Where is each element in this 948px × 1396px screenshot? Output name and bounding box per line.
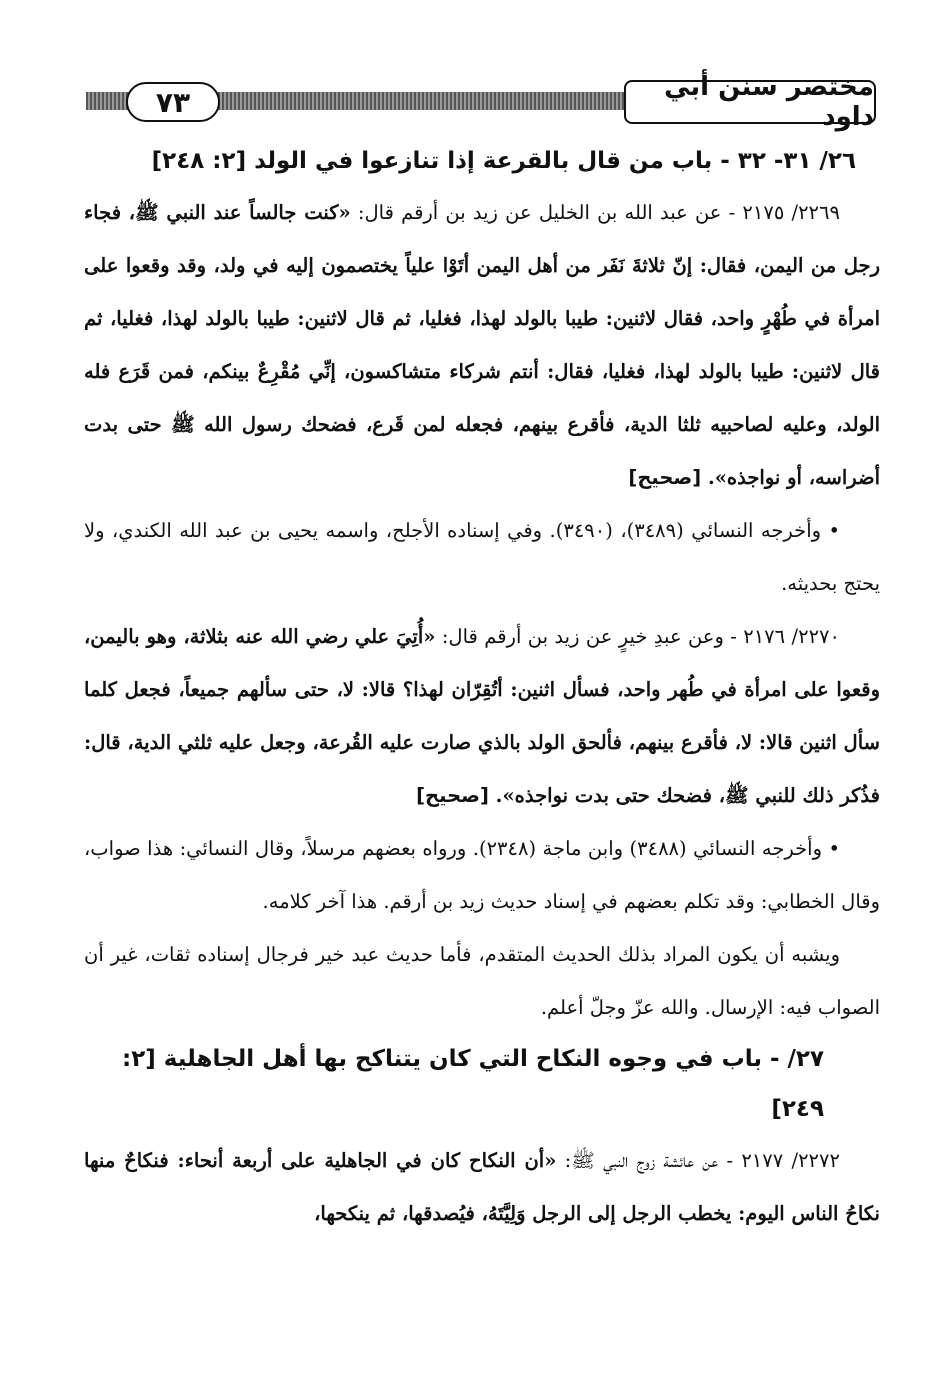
chapter-heading: ٢٦/ ٣١- ٣٢ - باب من قال بالقرعة إذا تنازعوا في الولد [٢: ٢٤٨] [151, 148, 856, 174]
hadith-paragraph [84, 610, 880, 822]
page-header [86, 72, 876, 132]
book-title: مختصر سنن أبي داود [624, 80, 876, 124]
hadith-grade: [صحيح] [416, 784, 496, 807]
page-content [84, 136, 880, 1240]
page-number: ٧٣ [126, 82, 220, 122]
hadith-number: ٢٢٦٩/ ٢١٧٥ - عن عبد الله بن الخليل عن زيد بن أرقم قال: [350, 201, 840, 224]
hadith-number: ٢٢٧٠/ ٢١٧٦ - وعن عبدِ خيرٍ عن زيد بن أرقم قال: [435, 625, 841, 648]
hadith-paragraph [84, 1134, 880, 1240]
hadith-number: ٢٢٧٢/ ٢١٧٧ - عن عائشة زوج النبي ﷺ: [556, 1149, 840, 1172]
takhrij-note: • وأخرجه النسائي (٣٤٨٩)، (٣٤٩٠). وفي إسناده الأجلح، واسمه يحيى بن عبد الله الكندي، ولا يحتج بحديثه. [84, 519, 880, 595]
hadith-text: «كنت جالساً عند النبي ﷺ، فجاء رجل من اليمن، فقال: إنّ ثلاثةَ نَفَر من أهل اليمن أتَوْا علياً يختصمون إليه في ولد، وقد وقعوا على امرأة في طُهْرٍ واحد، فقال لاثنين: طيبا بالولد لهذا، فغليا، ثم قال لاثنين: طيبا بالولد لهذا، فغليا، ثم قال لاثنين: طيبا بالولد لهذا، فغليا، فقال: أنتم شركاء متشاكسون، إنِّي مُقْرِعٌ بينكم، فمن قَرَع فله الولد، وعليه لصاحبيه ثلثا الدية، فأقرع بينهم، فجعله لمن قَرع، فضحك رسول الله ﷺ حتى بدت أضراسه، أو نواجذه». [84, 201, 880, 489]
takhrij-note: • وأخرجه النسائي (٣٤٨٨) وابن ماجة (٢٣٤٨). ورواه بعضهم مرسلاً، وقال النسائي: هذا صواب، وقال الخطابي: وقد تكلم بعضهم في إسناد حديث زيد بن أرقم. هذا آخر كلامه. [84, 837, 880, 913]
hadith-text: «أن النكاح كان في الجاهلية على أربعة أنحاء: فنكاحٌ منها نكاحُ الناس اليوم: يخطب الرجل إلى الرجل وَلِيَّتَهُ، فيُصدقها، ثم ينكحها، [84, 1149, 880, 1225]
hadith-grade: [صحيح] [628, 466, 708, 489]
hadith-text: «أُتِيَ علي رضي الله عنه بثلاثة، وهو باليمن، وقعوا على امرأة في طُهر واحد، فسأل اثنين: أتُقِرّان لهذا؟ قالا: لا، حتى سألهم جميعاً، فجعل كلما سأل اثنين قالا: لا، فأقرع بينهم، فألحق الولد بالذي صارت عليه القُرعة، وجعل عليه ثلثي الدية، قال: فذُكر ذلك للنبي ﷺ، فضحك حتى بدت نواجذه». [84, 625, 880, 807]
chapter-heading: ٢٧/ - باب في وجوه النكاح التي كان يتناكح بها أهل الجاهلية [٢: ٢٤٩] [122, 1046, 824, 1122]
hadith-paragraph [84, 186, 880, 504]
commentary-paragraph: ويشبه أن يكون المراد بذلك الحديث المتقدم، فأما حديث عبد خير فرجال إسناده ثقات، غير أن الصواب فيه: الإرسال. والله عزّ وجلّ أعلم. [84, 943, 880, 1019]
